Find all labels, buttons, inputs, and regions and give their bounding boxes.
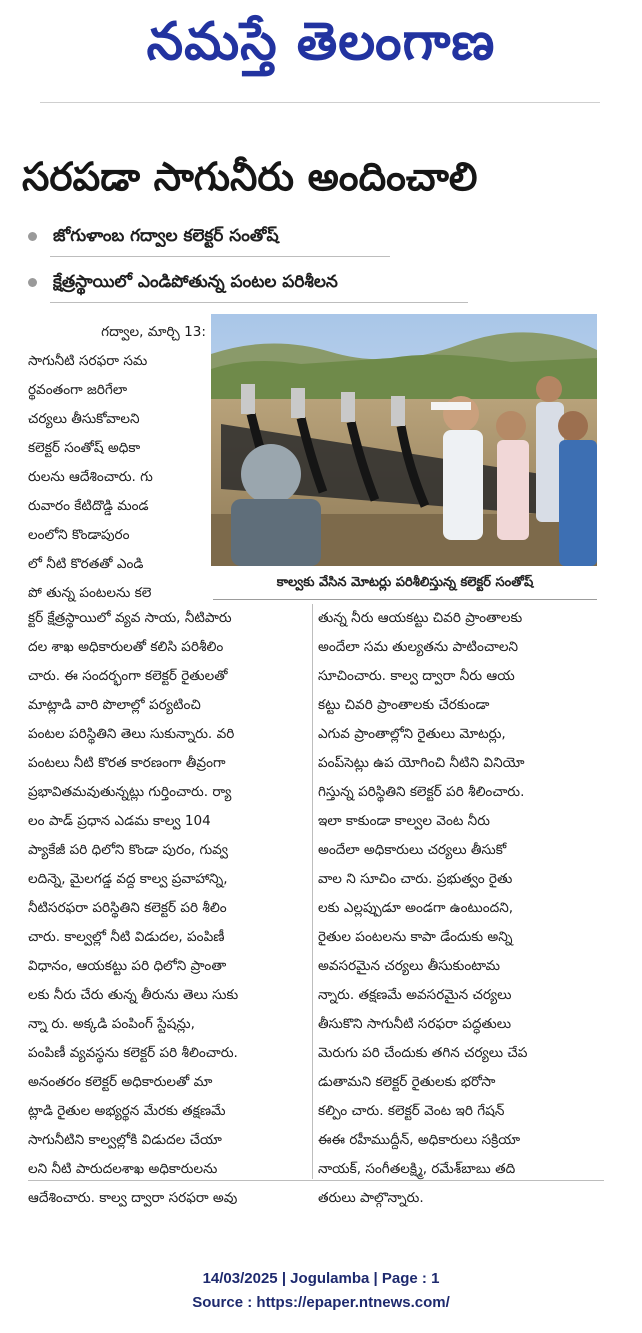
text-line: గద్వాల, మార్చి 13: xyxy=(101,324,206,340)
text-line: కలెక్టర్ సంతోష్ అధికా xyxy=(28,440,141,456)
text-line: సాగునీటి సరఫరా సమ xyxy=(28,353,148,369)
bullet-text: క్షేత్రస్థాయిలో ఎండిపోతున్న పంటల పరిశీలన xyxy=(53,272,338,292)
text-line: ప్రభావితమవుతున్నట్లు గుర్తించారు. ర్యా xyxy=(28,784,232,800)
text-line: మెరుగు పరి చేందుకు తగిన చర్యలు చేప xyxy=(318,1045,528,1061)
news-photo xyxy=(211,314,597,566)
text-line: పంటల పరిస్థితిని తెలు సుకున్నారు. వరి xyxy=(28,726,235,742)
text-line: క్టర్ క్షేత్రస్థాయిలో వ్యవ సాయ, నీటిపారు xyxy=(28,610,232,626)
text-line: డుతామని కలెక్టర్ రైతులకు భరోసా xyxy=(318,1074,496,1090)
article-column-1-bottom xyxy=(28,604,308,1213)
text-line: అనంతరం కలెక్టర్ అధికారులతో మా xyxy=(28,1074,213,1090)
bullet-underline xyxy=(50,256,390,257)
text-line: లకు నీరు చేరు తున్న తీరును తెలు సుకు xyxy=(28,987,239,1003)
caption-rule xyxy=(213,599,597,600)
text-line: పో తున్న పంటలను కలె xyxy=(28,585,152,601)
masthead-rule xyxy=(40,102,600,103)
text-line: పంటలు నీటి కొరత కారణంగా తీవ్రంగా xyxy=(28,755,226,771)
text-line: మాట్లాడి వారి పొలాల్లో పర్యటించి xyxy=(28,697,201,713)
bullet-item xyxy=(28,272,338,296)
footer-source-link[interactable]: Source : https://epaper.ntnews.com/ xyxy=(192,1294,450,1311)
text-line: తీసుకొని సాగునీటి సరఫరా పద్ధతులు xyxy=(318,1016,512,1032)
text-line: అవసరమైన చర్యలు తీసుకుంటామ xyxy=(318,958,501,974)
text-line: ఆదేశించారు. కాల్వ ద్వారా సరఫరా అవు xyxy=(28,1190,238,1206)
text-line: ట్లాడి రైతుల అభ్యర్థన మేరకు తక్షణమే xyxy=(28,1103,226,1119)
article-column-2 xyxy=(318,604,604,1213)
text-line: న్నా రు. అక్కడి పంపింగ్ స్టేషన్లు, xyxy=(28,1016,195,1032)
text-line: చారు. కాల్వల్లో నీటి విడుదల, పంపిణీ xyxy=(28,929,225,945)
bullet-underline xyxy=(50,302,468,303)
text-line: చారు. ఈ సందర్భంగా కలెక్టర్ రైతులతో xyxy=(28,668,228,684)
text-line: ప్యాకేజీ పరి ధిలోని కొండా పురం, గువ్వ xyxy=(28,842,228,858)
footer-date-edition: 14/03/2025 | Jogulamba | Page : 1 xyxy=(202,1270,440,1287)
text-line: లని నీటి పారుదలశాఖ అధికారులను xyxy=(28,1161,218,1177)
column-divider xyxy=(312,604,313,1179)
text-line: రువారం కేటిదొడ్డి మండ xyxy=(28,498,149,514)
text-line: చర్యలు తీసుకోవాలని xyxy=(28,411,140,427)
text-line: పంప్‌సెట్లు ఉప యోగించి నీటిని వినియో xyxy=(318,755,525,771)
text-line: అందేలా అధికారులు చర్యలు తీసుకో xyxy=(318,842,507,858)
text-line: కల్పిం చారు. కలెక్టర్ వెంట ఇరి గేషన్ xyxy=(318,1103,505,1119)
text-line: వాల ని సూచిం చారు. ప్రభుత్వం రైతు xyxy=(318,871,513,887)
masthead-logo: నమస్తే తెలంగాణ xyxy=(146,12,496,72)
text-line: లదిన్నె, మైలగడ్డ వద్ద కాల్వ ప్రవాహాన్ని, xyxy=(28,871,228,887)
text-line: సూచించారు. కాల్వ ద్వారా నీరు ఆయ xyxy=(318,668,515,684)
text-line: ఎగువ ప్రాంతాల్లోని రైతులు మోటర్లు, xyxy=(318,726,506,742)
article-column-1-top xyxy=(28,318,206,608)
text-line: విధానం, ఆయకట్టు పరి ధిలోని ప్రాంతా xyxy=(28,958,227,974)
text-line: రైతుల పంటలను కాపా డేందుకు అన్ని xyxy=(318,929,513,945)
text-line: ఈఈ రహీముద్దీన్, అధికారులు సక్రియా xyxy=(318,1132,521,1148)
text-line: గిస్తున్న పరిస్థితిని కలెక్టర్ పరి శీలించారు. xyxy=(318,784,525,800)
photo-caption: కాల్వకు వేసిన మోటర్లు పరిశీలిస్తున్న కలెక్టర్ సంతోష్ xyxy=(213,566,597,600)
text-line: లో నీటి కొరతతో ఎండి xyxy=(28,556,144,572)
text-line: నీటిసరఫరా పరిస్థితిని కలెక్టర్ పరి శీలిం xyxy=(28,900,227,916)
article-bottom-rule xyxy=(28,1180,604,1181)
text-line: ఇలా కాకుండా కాల్వల వెంట నీరు xyxy=(318,813,490,829)
bullet-item xyxy=(28,226,279,250)
headline: సరపడా సాగునీరు అందించాలి xyxy=(22,155,478,200)
bullet-dot-icon xyxy=(28,232,37,241)
news-photo-illustration xyxy=(211,314,597,566)
text-line: రులను ఆదేశించారు. గు xyxy=(28,469,153,485)
text-line: దల శాఖ అధికారులతో కలిసి పరిశీలిం xyxy=(28,639,224,655)
text-line: లకు ఎల్లప్పుడూ అండగా ఉంటుందని, xyxy=(318,900,514,916)
text-line: అందేలా సమ తుల్యతను పాటించాలని xyxy=(318,639,519,655)
text-line: ర్థవంతంగా జరిగేలా xyxy=(28,382,128,398)
text-line: న్నారు. తక్షణమే అవసరమైన చర్యలు xyxy=(318,987,512,1003)
text-line: తరులు పాల్గొన్నారు. xyxy=(318,1190,424,1206)
bullet-dot-icon xyxy=(28,278,37,287)
text-line: పంపిణీ వ్యవస్థను కలెక్టర్ పరి శీలించారు. xyxy=(28,1045,238,1061)
text-line: లం పాడ్ ప్రధాన ఎడమ కాల్వ 104 xyxy=(28,813,211,829)
text-line: కట్టు చివరి ప్రాంతాలకు చేరకుండా xyxy=(318,697,490,713)
bullet-text: జోగుళాంబ గద్వాల కలెక్టర్ సంతోష్ xyxy=(53,226,279,246)
text-line: లంలోని కొండాపురం xyxy=(28,527,130,543)
text-line: సాగునీటిని కాల్వల్లోకి విడుదల చేయా xyxy=(28,1132,222,1148)
text-line: నాయక్, సంగీతలక్ష్మి, రమేశ్‌బాబు తది xyxy=(318,1161,516,1177)
text-line: తున్న నీరు ఆయకట్టు చివరి ప్రాంతాలకు xyxy=(318,610,523,626)
